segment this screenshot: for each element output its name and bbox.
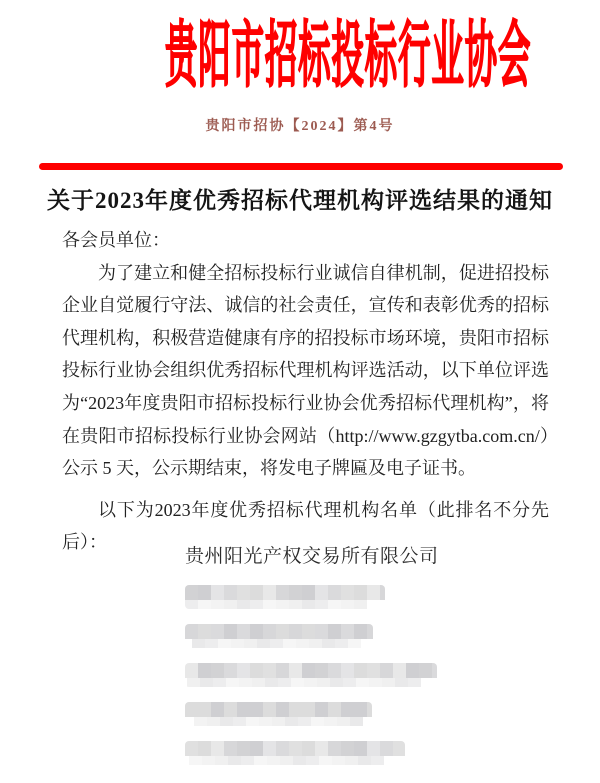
- notice-body: [62, 224, 549, 559]
- redacted-entry: [185, 663, 437, 687]
- agency-list: [185, 545, 465, 780]
- salutation: 各会员单位：: [62, 230, 170, 250]
- org-title: 贵阳市招标投标行业协会: [165, 16, 532, 96]
- red-divider-line: [39, 163, 563, 170]
- redacted-entry: [185, 585, 385, 609]
- redacted-entry: [185, 702, 372, 726]
- body-paragraph: 为了建立和健全招标投标行业诚信自律机制，促进招投标企业自觉履行守法、诚信的社会责任，宣传和表彰优秀的招标代理机构，积极营造健康有序的招投标市场环境，贵阳市招标投标行业协会组织优秀招标代理机构评选活动，以下单位评选为“2023年度贵阳市招标投标行业协会优秀招标代理机构”，将在贵阳市招标投标行业协会网站（http://www.gzgytba.com.cn/）公示 5 天，公示期结束，将发电子牌匾及电子证书。: [62, 262, 549, 479]
- redacted-entry: [185, 624, 373, 648]
- agency-entry: 贵州阳光产权交易所有限公司: [185, 546, 439, 567]
- redacted-entry: [185, 741, 405, 765]
- notice-heading: 关于2023年度优秀招标代理机构评选结果的通知: [47, 188, 553, 213]
- list-intro-paragraph: 以下为2023年度优秀招标代理机构名单（此排名不分先后）：: [62, 499, 549, 553]
- doc-number: 贵阳市招协【2024】第4号: [205, 119, 395, 134]
